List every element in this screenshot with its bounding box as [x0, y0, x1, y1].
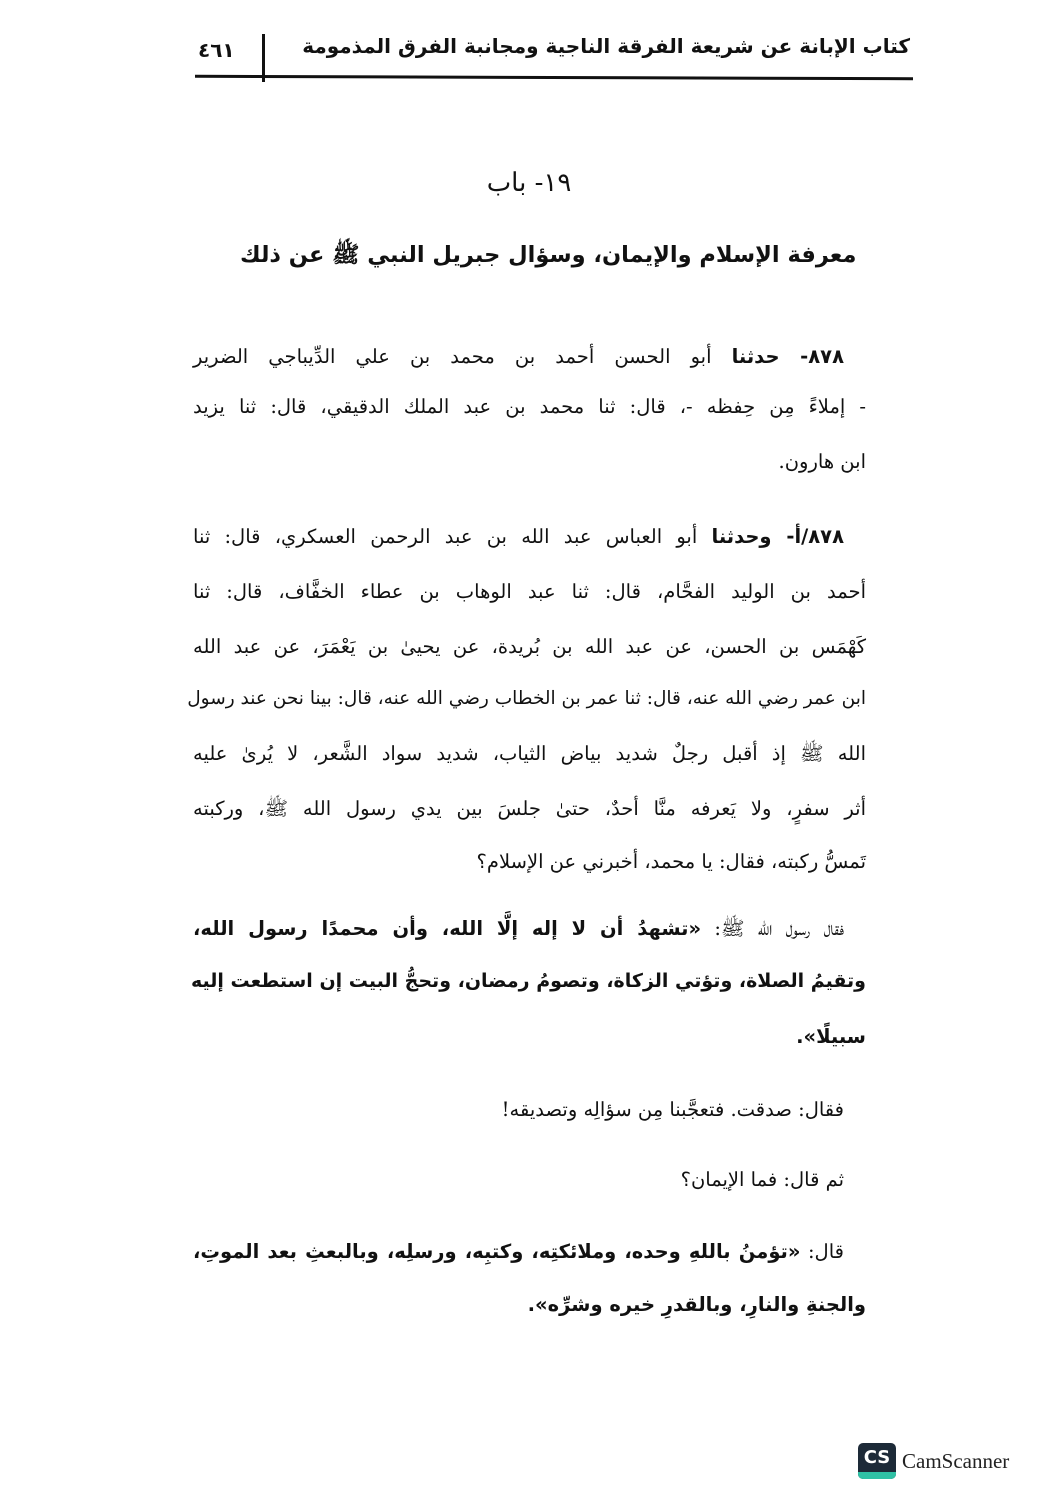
text-line — [193, 525, 844, 548]
text-line — [193, 1240, 844, 1263]
text-line: أثر سفرٍ، ولا يَعرفه منَّا أحدٌ، حتىٰ جلسَ بين يدي رسول الله ﷺ، وركبته — [193, 797, 866, 820]
book-title: كتاب الإبانة عن شريعة الفرقة الناجية ومجانبة الفرق المذمومة — [302, 34, 910, 58]
text-span: أبو الحسن أحمد بن محمد بن علي الدِّيباجي الضرير — [193, 345, 712, 368]
text-span: «تؤمنُ باللهِ وحده، وملائكتِه، وكتبِه، ورسلِه، وبالبعثِ بعد الموتِ، — [193, 1240, 801, 1263]
text-line: ابن هارون. — [778, 450, 866, 473]
text-span: «تشهدُ أن لا إله إلَّا الله، وأن محمدًا رسول الله، — [193, 917, 702, 940]
text-line: فقال: صدقت. فتعجَّبنا مِن سؤالِه وتصديقه! — [501, 1098, 844, 1121]
text-line — [193, 345, 844, 368]
text-line: سبيلًا». — [796, 1025, 866, 1048]
text-line: ثم قال: فما الإيمان؟ — [680, 1168, 844, 1191]
text-line: والجنةِ والنارِ، وبالقدرِ خيره وشرِّه». — [527, 1293, 866, 1316]
text-line: كَهْمَس بن الحسن، عن عبد الله بن بُريدة، عن يحيىٰ بن يَعْمَرَ، عن عبد الله — [193, 635, 866, 658]
text-line: تَمسُّ ركبته، فقال: يا محمد، أخبرني عن الإسلام؟ — [476, 850, 866, 873]
camscanner-label: CamScanner — [902, 1448, 1010, 1473]
hadith-label: ٨٧٨- حدثنا — [731, 345, 844, 368]
text-line — [193, 917, 844, 945]
text-line: وتقيمُ الصلاة، وتؤتي الزكاة، وتصومُ رمضان، وتحجُّ البيت إن استطعت إليه — [190, 970, 866, 992]
text-line: - إملاءً مِن حِفظه -، قال: ثنا محمد بن عبد الملك الدقيقي، قال: ثنا يزيد — [193, 395, 866, 418]
page-number: ٤٦١ — [198, 38, 235, 62]
camscanner-watermark — [858, 1443, 1009, 1479]
header-rule — [195, 75, 913, 81]
camscanner-logo-icon: CS — [858, 1443, 896, 1479]
text-span: قال: — [807, 1240, 844, 1263]
text-line: ابن عمر رضي الله عنه، قال: ثنا عمر بن الخطاب رضي الله عنه، قال: بينا نحن عند رسول — [187, 688, 866, 709]
hadith-label: ٨٧٨/أ- وحدثنا — [711, 525, 844, 548]
text-line: الله ﷺ إذ أقبل رجلٌ شديد بياض الثياب، شديد سواد الشَّعر، لا يُرىٰ عليه — [193, 742, 866, 765]
text-span: أبو العباس عبد الله بن عبد الرحمن العسكري، قال: ثنا — [193, 525, 698, 548]
chapter-number: ١٩- باب — [486, 168, 572, 198]
chapter-title: معرفة الإسلام والإيمان، وسؤال جبريل النبي ﷺ عن ذلك — [240, 242, 857, 268]
text-span: فقال رسول الله ﷺ: — [714, 917, 844, 940]
text-line: أحمد بن الوليد الفحَّام، قال: ثنا عبد الوهاب بن عطاء الخفَّاف، قال: ثنا — [193, 580, 866, 603]
